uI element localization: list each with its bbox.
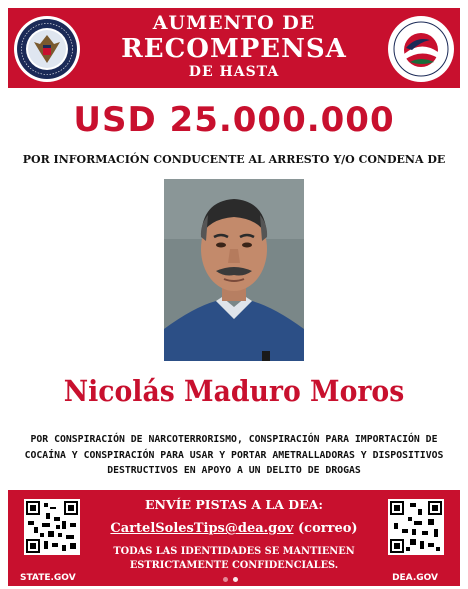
dea-gov-label[interactable]: DEA.GOV [392,573,438,583]
reward-amount: USD 25.000.000 [73,100,395,140]
email-line [88,521,380,536]
qr-code-state-icon[interactable] [24,499,80,555]
confidentiality-note [88,545,380,573]
department-of-state-seal-icon [14,16,80,82]
qr-code-dea-icon[interactable] [388,499,444,555]
suspect-name: Nicolás Maduro Moros [63,374,405,408]
dea-logo-icon [388,16,454,82]
pagination-dots [223,577,238,582]
reward-poster [8,8,460,586]
charges-text: POR CONSPIRACIÓN DE NARCOTERRORISMO, CONSPIRACIÓN PARA IMPORTACIÓN DE COCAÍNA Y CONSPIRACIÓN PARA USAR Y PORTAR AMETRALLADORAS Y DISPOSITIVOS DESTRUCTIVOS EN APOYO A UN DELITO DE DROGAS [24,434,444,476]
confidentiality-line-2: ESTRICTAMENTE CONFIDENCIALES. [129,560,339,571]
footer-banner [8,490,460,586]
email-suffix: (correo) [298,521,358,536]
state-gov-label[interactable]: STATE.GOV [20,573,76,583]
header-line-1: AUMENTO DE [152,12,316,34]
header-banner [8,8,460,88]
header-line-3: DE HASTA [188,64,280,80]
info-line: POR INFORMACIÓN CONDUCENTE AL ARRESTO Y/O CONDENA DE [22,153,446,166]
tips-email-link[interactable]: CartelSolesTips@dea.gov [110,521,294,536]
suspect-photo [164,179,304,361]
page-dot[interactable] [223,577,228,582]
confidentiality-line-1: TODAS LAS IDENTIDADES SE MANTIENEN [113,546,355,557]
header-line-2: RECOMPENSA [121,34,347,64]
send-tips-heading: ENVÍE PISTAS A LA DEA: [145,497,323,512]
page-dot-active[interactable] [233,577,238,582]
